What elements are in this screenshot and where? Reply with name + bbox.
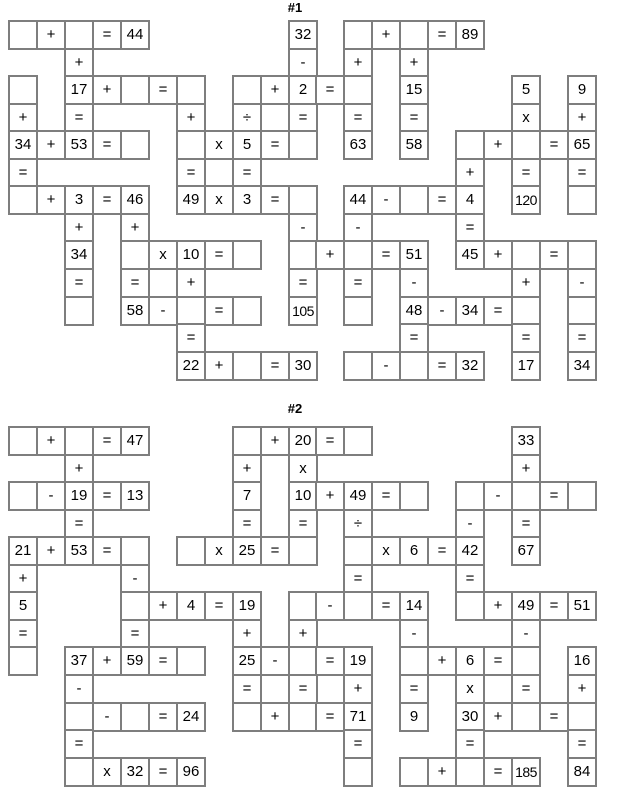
given-number-cell: 67 (511, 536, 541, 566)
operator-cell: + (427, 646, 457, 676)
operator-cell: = (567, 158, 597, 188)
given-number-cell: 25 (232, 536, 262, 566)
operator-cell: - (92, 702, 122, 732)
operator-cell: = (176, 323, 206, 353)
operator-cell: + (36, 185, 66, 215)
blank-cell[interactable] (120, 591, 150, 621)
operator-cell: - (511, 619, 541, 649)
operator-cell: - (455, 509, 485, 539)
given-number-cell: 46 (120, 185, 150, 215)
operator-cell: + (36, 130, 66, 160)
given-number-cell: 4 (455, 185, 485, 215)
operator-cell: + (92, 646, 122, 676)
operator-cell: = (427, 351, 457, 381)
operator-cell: - (120, 564, 150, 594)
operator-cell: = (399, 323, 429, 353)
given-number-cell: 22 (176, 351, 206, 381)
operator-cell: - (399, 268, 429, 298)
operator-cell: = (8, 158, 38, 188)
blank-cell[interactable] (8, 20, 38, 50)
operator-cell: - (343, 213, 373, 243)
blank-cell[interactable] (511, 130, 541, 160)
operator-cell: x (511, 103, 541, 133)
given-number-cell: 14 (399, 591, 429, 621)
operator-cell: + (343, 48, 373, 78)
operator-cell: = (288, 674, 318, 704)
operator-cell: = (232, 674, 262, 704)
blank-cell[interactable] (120, 130, 150, 160)
operator-cell: + (8, 564, 38, 594)
given-number-cell: 44 (120, 20, 150, 50)
operator-cell: = (511, 674, 541, 704)
operator-cell: + (343, 674, 373, 704)
given-number-cell: 53 (64, 130, 94, 160)
given-number-cell: 34 (8, 130, 38, 160)
operator-cell: = (539, 130, 569, 160)
operator-cell: - (567, 268, 597, 298)
operator-cell: = (399, 674, 429, 704)
blank-cell[interactable] (176, 536, 206, 566)
blank-cell[interactable] (8, 185, 38, 215)
given-number-cell: 105 (288, 296, 318, 326)
operator-cell: = (427, 185, 457, 215)
blank-cell[interactable] (567, 702, 597, 732)
blank-cell[interactable] (232, 296, 262, 326)
operator-cell: = (483, 757, 513, 787)
given-number-cell: 10 (288, 481, 318, 511)
given-number-cell: 32 (288, 20, 318, 50)
operator-cell: - (399, 619, 429, 649)
operator-cell: + (36, 20, 66, 50)
operator-cell: + (204, 351, 234, 381)
blank-cell[interactable] (8, 646, 38, 676)
given-number-cell: 19 (64, 481, 94, 511)
blank-cell[interactable] (343, 757, 373, 787)
operator-cell: + (64, 48, 94, 78)
blank-cell[interactable] (399, 757, 429, 787)
blank-cell[interactable] (64, 20, 94, 50)
given-number-cell: 21 (8, 536, 38, 566)
operator-cell: + (483, 702, 513, 732)
operator-cell: = (511, 509, 541, 539)
blank-cell[interactable] (455, 130, 485, 160)
operator-cell: = (260, 536, 290, 566)
operator-cell: ÷ (343, 509, 373, 539)
blank-cell[interactable] (64, 757, 94, 787)
operator-cell: x (455, 674, 485, 704)
blank-cell[interactable] (232, 351, 262, 381)
blank-cell[interactable] (399, 351, 429, 381)
operator-cell: + (232, 454, 262, 484)
given-number-cell: 49 (176, 185, 206, 215)
operator-cell: = (260, 351, 290, 381)
blank-cell[interactable] (288, 646, 318, 676)
operator-cell: + (8, 103, 38, 133)
given-number-cell: 32 (455, 351, 485, 381)
operator-cell: = (343, 268, 373, 298)
operator-cell: = (120, 619, 150, 649)
given-number-cell: 19 (232, 591, 262, 621)
operator-cell: = (288, 103, 318, 133)
given-number-cell: 15 (399, 75, 429, 105)
operator-cell: - (483, 481, 513, 511)
operator-cell: = (567, 729, 597, 759)
given-number-cell: 34 (455, 296, 485, 326)
operator-cell: = (92, 426, 122, 456)
given-number-cell: 47 (120, 426, 150, 456)
operator-cell: = (315, 426, 345, 456)
given-number-cell: 37 (64, 646, 94, 676)
given-number-cell: 63 (343, 130, 373, 160)
operator-cell: = (483, 646, 513, 676)
given-number-cell: 84 (567, 757, 597, 787)
blank-cell[interactable] (8, 426, 38, 456)
operator-cell: + (427, 757, 457, 787)
blank-cell[interactable] (343, 296, 373, 326)
operator-cell: - (288, 213, 318, 243)
operator-cell: = (343, 729, 373, 759)
blank-cell[interactable] (8, 481, 38, 511)
given-number-cell: 51 (567, 591, 597, 621)
operator-cell: + (483, 130, 513, 160)
blank-cell[interactable] (511, 240, 541, 270)
given-number-cell: 34 (64, 240, 94, 270)
operator-cell: - (260, 646, 290, 676)
given-number-cell: 20 (288, 426, 318, 456)
operator-cell: x (288, 454, 318, 484)
given-number-cell: 3 (232, 185, 262, 215)
operator-cell: + (567, 103, 597, 133)
operator-cell: = (260, 185, 290, 215)
given-number-cell: 49 (511, 591, 541, 621)
operator-cell: = (92, 536, 122, 566)
operator-cell: = (455, 213, 485, 243)
operator-cell: = (260, 130, 290, 160)
given-number-cell: 53 (64, 536, 94, 566)
given-number-cell: 30 (288, 351, 318, 381)
operator-cell: + (511, 454, 541, 484)
operator-cell: = (204, 591, 234, 621)
operator-cell: = (399, 103, 429, 133)
operator-cell: - (148, 296, 178, 326)
blank-cell[interactable] (288, 130, 318, 160)
operator-cell: x (204, 536, 234, 566)
blank-cell[interactable] (399, 20, 429, 50)
operator-cell: = (92, 130, 122, 160)
operator-cell: x (92, 757, 122, 787)
given-number-cell: 5 (8, 591, 38, 621)
given-number-cell: 58 (399, 130, 429, 160)
operator-cell: = (511, 323, 541, 353)
blank-cell[interactable] (511, 702, 541, 732)
given-number-cell: 5 (232, 130, 262, 160)
given-number-cell: 59 (120, 646, 150, 676)
operator-cell: - (64, 674, 94, 704)
blank-cell[interactable] (120, 75, 150, 105)
puzzle2-title: #2 (287, 401, 303, 416)
blank-cell[interactable] (343, 75, 373, 105)
given-number-cell: 24 (176, 702, 206, 732)
given-number-cell: 71 (343, 702, 373, 732)
operator-cell: + (92, 75, 122, 105)
operator-cell: = (511, 158, 541, 188)
given-number-cell: 65 (567, 130, 597, 160)
operator-cell: + (64, 213, 94, 243)
blank-cell[interactable] (511, 296, 541, 326)
given-number-cell: 44 (343, 185, 373, 215)
operator-cell: x (204, 130, 234, 160)
operator-cell: + (176, 268, 206, 298)
operator-cell: x (148, 240, 178, 270)
blank-cell[interactable] (399, 185, 429, 215)
given-number-cell: 30 (455, 702, 485, 732)
operator-cell: = (148, 702, 178, 732)
blank-cell[interactable] (343, 591, 373, 621)
operator-cell: = (455, 729, 485, 759)
given-number-cell: 10 (176, 240, 206, 270)
operator-cell: = (539, 240, 569, 270)
operator-cell: - (288, 48, 318, 78)
operator-cell: x (204, 185, 234, 215)
operator-cell: = (148, 757, 178, 787)
operator-cell: = (148, 75, 178, 105)
blank-cell[interactable] (232, 426, 262, 456)
blank-cell[interactable] (511, 481, 541, 511)
given-number-cell: 51 (399, 240, 429, 270)
operator-cell: + (455, 158, 485, 188)
blank-cell[interactable] (288, 591, 318, 621)
blank-cell[interactable] (288, 240, 318, 270)
given-number-cell: 3 (64, 185, 94, 215)
operator-cell: - (371, 351, 401, 381)
operator-cell: = (315, 646, 345, 676)
given-number-cell: 42 (455, 536, 485, 566)
given-number-cell: 9 (567, 75, 597, 105)
blank-cell[interactable] (8, 75, 38, 105)
operator-cell: = (92, 481, 122, 511)
operator-cell: = (64, 509, 94, 539)
operator-cell: = (315, 702, 345, 732)
blank-cell[interactable] (176, 75, 206, 105)
blank-cell[interactable] (176, 646, 206, 676)
operator-cell: = (539, 702, 569, 732)
operator-cell: = (343, 103, 373, 133)
blank-cell[interactable] (232, 240, 262, 270)
operator-cell: = (371, 481, 401, 511)
blank-cell[interactable] (176, 130, 206, 160)
given-number-cell: 17 (511, 351, 541, 381)
operator-cell: + (315, 481, 345, 511)
given-number-cell: 58 (120, 296, 150, 326)
given-number-cell: 32 (120, 757, 150, 787)
operator-cell: = (120, 268, 150, 298)
operator-cell: = (371, 240, 401, 270)
operator-cell: = (64, 268, 94, 298)
operator-cell: = (567, 323, 597, 353)
operator-cell: = (92, 20, 122, 50)
operator-cell: - (36, 481, 66, 511)
operator-cell: + (36, 426, 66, 456)
operator-cell: = (176, 158, 206, 188)
operator-cell: = (483, 296, 513, 326)
blank-cell[interactable] (343, 351, 373, 381)
operator-cell: = (288, 509, 318, 539)
operator-cell: + (148, 591, 178, 621)
blank-cell[interactable] (567, 240, 597, 270)
operator-cell: = (8, 619, 38, 649)
operator-cell: ÷ (232, 103, 262, 133)
blank-cell[interactable] (399, 646, 429, 676)
given-number-cell: 16 (567, 646, 597, 676)
given-number-cell: 6 (399, 536, 429, 566)
given-number-cell: 7 (232, 481, 262, 511)
operator-cell: + (176, 103, 206, 133)
operator-cell: - (315, 591, 345, 621)
operator-cell: + (260, 75, 290, 105)
blank-cell[interactable] (176, 296, 206, 326)
operator-cell: = (204, 240, 234, 270)
given-number-cell: 4 (176, 591, 206, 621)
operator-cell: + (511, 268, 541, 298)
blank-cell[interactable] (343, 426, 373, 456)
operator-cell: - (371, 185, 401, 215)
given-number-cell: 89 (455, 20, 485, 50)
operator-cell: = (204, 296, 234, 326)
given-number-cell: 96 (176, 757, 206, 787)
operator-cell: = (64, 729, 94, 759)
given-number-cell: 49 (343, 481, 373, 511)
blank-cell[interactable] (120, 702, 150, 732)
given-number-cell: 185 (511, 757, 541, 787)
blank-cell[interactable] (64, 426, 94, 456)
operator-cell: + (64, 454, 94, 484)
operator-cell: = (539, 481, 569, 511)
blank-cell[interactable] (343, 20, 373, 50)
blank-cell[interactable] (232, 702, 262, 732)
operator-cell: = (92, 185, 122, 215)
operator-cell: = (427, 20, 457, 50)
blank-cell[interactable] (399, 481, 429, 511)
blank-cell[interactable] (343, 240, 373, 270)
operator-cell: + (36, 536, 66, 566)
given-number-cell: 33 (511, 426, 541, 456)
given-number-cell: 17 (64, 75, 94, 105)
operator-cell: + (260, 426, 290, 456)
blank-cell[interactable] (567, 296, 597, 326)
operator-cell: + (371, 20, 401, 50)
operator-cell: = (288, 268, 318, 298)
operator-cell: + (483, 591, 513, 621)
operator-cell: = (315, 75, 345, 105)
puzzle1-title: #1 (287, 0, 303, 15)
blank-cell[interactable] (343, 536, 373, 566)
operator-cell: - (427, 296, 457, 326)
given-number-cell: 9 (399, 702, 429, 732)
blank-cell[interactable] (455, 481, 485, 511)
operator-cell: x (371, 536, 401, 566)
blank-cell[interactable] (288, 536, 318, 566)
operator-cell: + (567, 674, 597, 704)
given-number-cell: 25 (232, 646, 262, 676)
operator-cell: + (288, 619, 318, 649)
operator-cell: + (399, 48, 429, 78)
given-number-cell: 19 (343, 646, 373, 676)
operator-cell: = (343, 564, 373, 594)
operator-cell: = (539, 591, 569, 621)
operator-cell: = (232, 509, 262, 539)
given-number-cell: 13 (120, 481, 150, 511)
given-number-cell: 6 (455, 646, 485, 676)
operator-cell: = (64, 103, 94, 133)
operator-cell: = (455, 564, 485, 594)
operator-cell: + (260, 702, 290, 732)
blank-cell[interactable] (232, 75, 262, 105)
blank-cell[interactable] (120, 536, 150, 566)
blank-cell[interactable] (288, 185, 318, 215)
operator-cell: = (371, 591, 401, 621)
operator-cell: = (232, 158, 262, 188)
operator-cell: = (427, 536, 457, 566)
given-number-cell: 48 (399, 296, 429, 326)
blank-cell[interactable] (455, 591, 485, 621)
blank-cell[interactable] (64, 296, 94, 326)
given-number-cell: 2 (288, 75, 318, 105)
operator-cell: + (232, 619, 262, 649)
operator-cell: = (148, 646, 178, 676)
blank-cell[interactable] (455, 757, 485, 787)
given-number-cell: 5 (511, 75, 541, 105)
operator-cell: + (120, 213, 150, 243)
given-number-cell: 45 (455, 240, 485, 270)
blank-cell[interactable] (511, 646, 541, 676)
operator-cell: + (483, 240, 513, 270)
given-number-cell: 34 (567, 351, 597, 381)
blank-cell[interactable] (567, 481, 597, 511)
operator-cell: + (315, 240, 345, 270)
given-number-cell: 120 (511, 185, 541, 215)
blank-cell[interactable] (120, 240, 150, 270)
blank-cell[interactable] (567, 185, 597, 215)
blank-cell[interactable] (288, 702, 318, 732)
blank-cell[interactable] (64, 702, 94, 732)
